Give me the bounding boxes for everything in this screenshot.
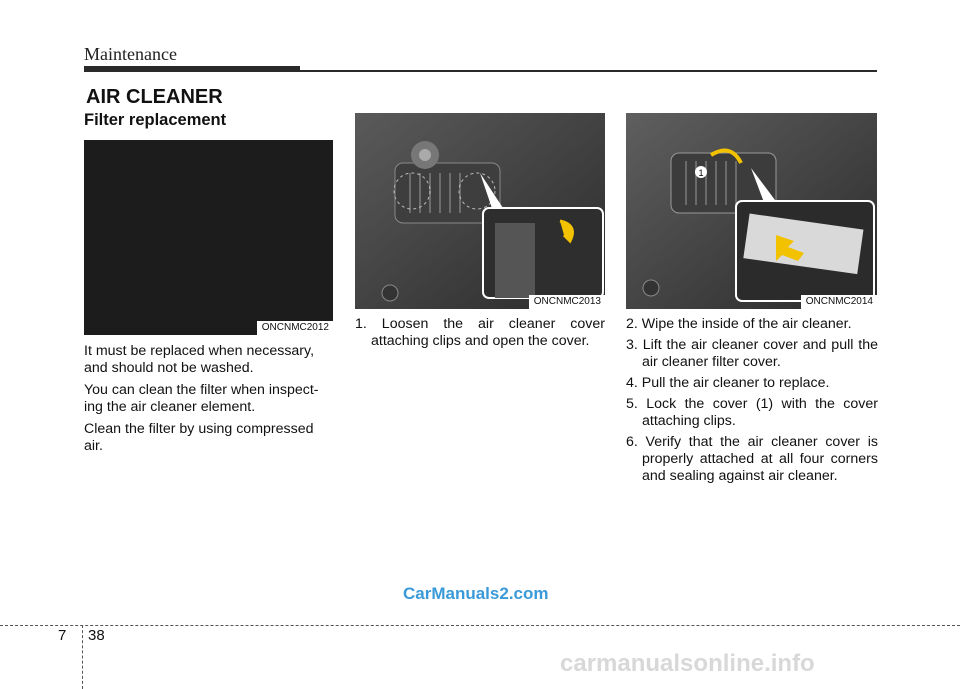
watermark-link[interactable]: CarManuals2.com	[403, 584, 549, 603]
callout-number: 1	[698, 168, 704, 178]
image-caption: ONCNMC2013	[529, 295, 605, 309]
list-item: 1. Loosen the air cleaner cover attaching clips and open the cover.	[355, 316, 605, 349]
footer-divider	[0, 625, 960, 626]
footer-vertical-divider	[82, 625, 83, 689]
page-number: 38	[88, 627, 105, 644]
engine-bay-illustration	[355, 113, 605, 309]
column2-text	[355, 316, 605, 354]
image-caption: ONCNMC2012	[257, 321, 333, 335]
image-caption: ONCNMC2014	[801, 295, 877, 309]
header-rule-thick	[84, 66, 300, 72]
header-rule-thin	[300, 70, 877, 72]
paragraph: It must be replaced when necessary, and should not be washed.	[84, 343, 315, 376]
filter-removal-image	[626, 113, 877, 309]
column3-text	[626, 316, 878, 489]
paragraph: Clean the filter by using compressed air.	[84, 421, 314, 454]
watermark-text: carmanualsonline.info	[560, 650, 815, 677]
chapter-number: 7	[58, 627, 67, 644]
paragraph: You can clean the filter when inspect-ing the air cleaner element.	[84, 382, 319, 415]
subsection-title: Filter replacement	[84, 111, 227, 129]
list-item: 4. Pull the air cleaner to replace.	[626, 375, 830, 391]
filter-removal-illustration	[626, 113, 877, 309]
header-title: Maintenance	[84, 44, 177, 64]
filter-image	[84, 140, 333, 335]
list-item: 5. Lock the cover (1) with the cover attaching clips.	[626, 396, 878, 429]
section-title: AIR CLEANER	[86, 86, 223, 108]
column1-text	[84, 343, 336, 460]
list-item: 3. Lift the air cleaner cover and pull the air cleaner filter cover.	[626, 337, 878, 370]
list-item: 2. Wipe the inside of the air cleaner.	[626, 316, 852, 332]
engine-bay-image	[355, 113, 605, 309]
list-item: 6. Verify that the air cleaner cover is properly attached at all four corners and sealing against air cleaner.	[626, 434, 878, 484]
